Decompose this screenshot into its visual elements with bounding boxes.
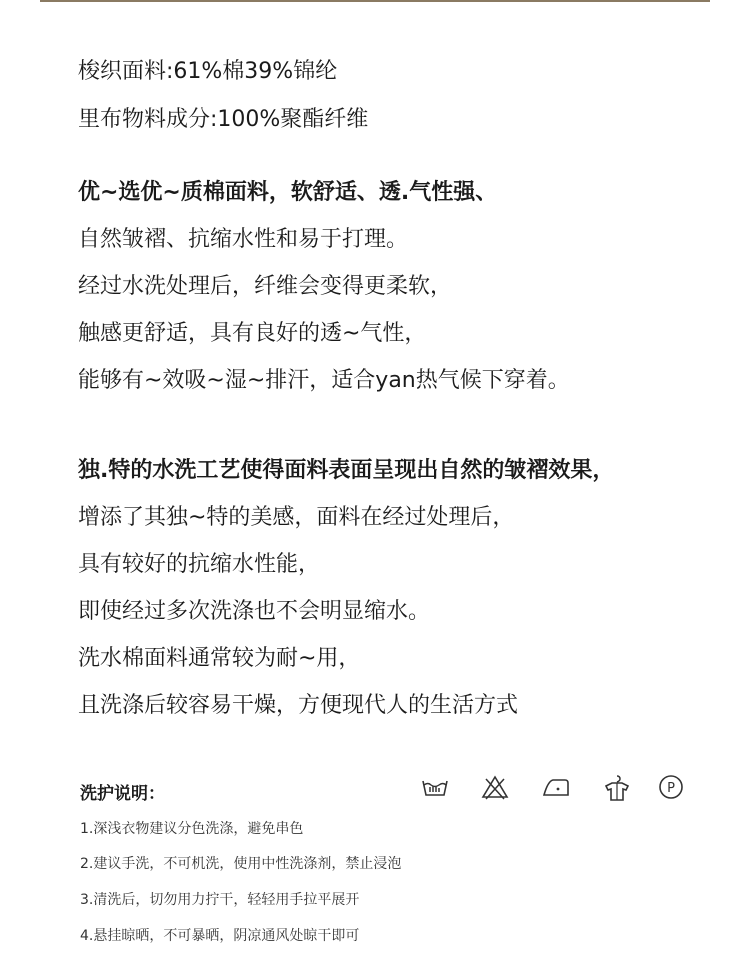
washing-line-5: 洗水棉面料通常较为耐~用， <box>78 646 361 671</box>
care-item-4: 4.悬挂晾晒，不可暴晒，阴凉通风处晾干即可 <box>80 928 360 944</box>
washing-line-2: 增添了其独~特的美感，面料在经过处理后， <box>78 505 515 530</box>
washing-line-3: 具有较好的抗缩水性能， <box>78 552 321 577</box>
iron-low-icon <box>540 773 572 801</box>
fabric-shell: 梭织面料:61%棉39%锦纶 <box>78 59 338 84</box>
care-item-2: 2.建议手洗，不可机洗，使用中性洗涤剂，禁止浸泡 <box>80 856 402 872</box>
feature-line-3: 经过水洗处理后，纤维会变得更柔软， <box>78 274 453 299</box>
no-bleach-icon <box>480 773 510 801</box>
feature-line-1: 优~选优~质棉面料，软舒适、透.气性强、 <box>78 180 498 205</box>
care-item-1: 1.深浅衣物建议分色洗涤，避免串色 <box>80 821 304 837</box>
feature-line-4: 触感更舒适，具有良好的透~气性， <box>78 321 427 346</box>
svg-text:P: P <box>667 781 675 796</box>
care-title: 洗护说明： <box>80 784 165 804</box>
washing-line-6: 且洗涤后较容易干燥，方便现代人的生活方式 <box>78 693 519 718</box>
washing-line-1: 独.特的水洗工艺使得面料表面呈现出自然的皱褶效果， <box>78 458 615 483</box>
hand-wash-icon <box>420 773 450 801</box>
feature-line-5: 能够有~效吸~湿~排汗，适合yan热气候下穿着。 <box>78 368 570 393</box>
washing-line-4: 即使经过多次洗涤也不会明显缩水。 <box>78 599 431 624</box>
feature-line-2: 自然皱褶、抗缩水性和易于打理。 <box>78 227 409 252</box>
care-item-3: 3.清洗后，切勿用力拧干，轻轻用手拉平展开 <box>80 892 360 908</box>
dry-clean-p-icon <box>657 773 685 801</box>
hang-dry-icon <box>602 773 632 803</box>
fabric-lining: 里布物料成分:100%聚酯纤维 <box>78 107 369 132</box>
top-divider <box>40 0 710 2</box>
